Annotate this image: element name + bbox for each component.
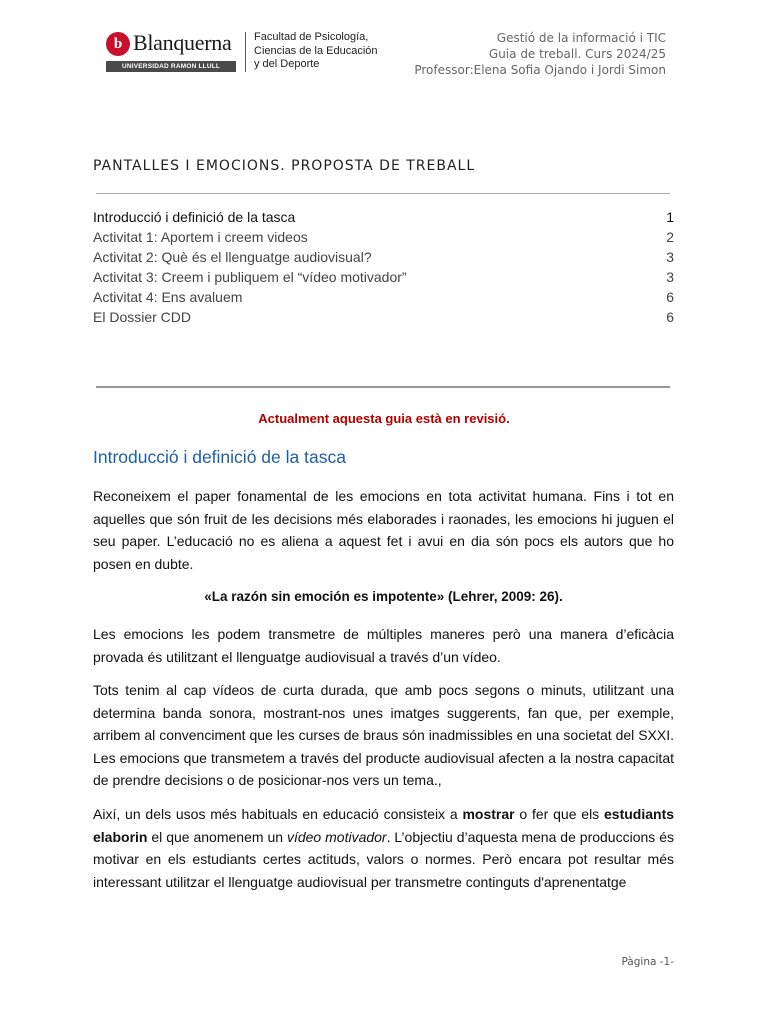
faculty-line: y del Deporte bbox=[254, 58, 320, 70]
faculty-line: Facultad de Psicología, bbox=[254, 31, 369, 43]
toc-entry[interactable] bbox=[93, 207, 674, 227]
toc-entry[interactable] bbox=[93, 267, 674, 287]
toc-entry-page: 2 bbox=[666, 229, 674, 245]
toc-entry-page: 1 bbox=[666, 209, 674, 225]
toc-entry[interactable] bbox=[93, 287, 674, 307]
bold-text: estudiants elaborin bbox=[93, 806, 675, 845]
faculty-line: Ciencias de la Educación bbox=[254, 44, 378, 57]
toc-entry[interactable] bbox=[93, 307, 674, 327]
page-number: Pàgina -1- bbox=[621, 956, 674, 968]
text-run: o fer que els bbox=[514, 806, 604, 822]
course-line: Gestió de la informació i TIC bbox=[496, 31, 666, 45]
toc-entry-label: Activitat 3: Creem i publiquem el “vídeo motivador” bbox=[93, 269, 407, 285]
toc-entry[interactable] bbox=[93, 227, 674, 247]
faculty-name bbox=[254, 31, 404, 72]
paragraph: Reconeixem el paper fonamental de les emocions en tota activitat humana. Fins i tot en aquelles que són fruit de les decisions més elaborades i raonades, les emocions hi juguen el seu paper. L’educació no es aliena a aquest fet i avui en dia són pocs els autors que ho posen en dubte. bbox=[93, 488, 674, 572]
paragraph: Les emocions les podem transmetre de múltiples maneres però una manera d’eficàcia provada és utilitzant el llenguatge audiovisual a través d’un vídeo. bbox=[93, 626, 674, 665]
toc-entry-page: 6 bbox=[666, 309, 674, 325]
section-heading: Introducció i definició de la tasca bbox=[93, 447, 346, 467]
paragraph: Tots tenim al cap vídeos de curta durada, que amb pocs segons o minuts, utilitzant una determina banda sonora, mostrant-nos unes imatges suggerents, fan que, per exemple, arribem al convenciment que les curses de braus són inadmissibles en una societat del SXXI. Les emocions que transmetem a través del producte audiovisual afecten a la nostra capacitat de prendre decisions o de posicionar-nos vers un tema., bbox=[93, 682, 674, 788]
toc-entry-label: Activitat 2: Què és el llenguatge audiovisual? bbox=[93, 249, 372, 265]
toc-entry-page: 6 bbox=[666, 289, 674, 305]
logo-subtitle: UNIVERSIDAD RAMON LLULL bbox=[106, 61, 236, 72]
toc-entry-page: 3 bbox=[666, 269, 674, 285]
toc-entry-page: 3 bbox=[666, 249, 674, 265]
table-of-contents bbox=[93, 207, 674, 327]
logo-mark-icon: b bbox=[106, 32, 130, 56]
toc-entry-label: Activitat 4: Ens avaluem bbox=[93, 289, 243, 305]
course-info bbox=[414, 30, 666, 78]
text-run: el que anomenem un bbox=[147, 828, 287, 845]
italic-text: vídeo motivador bbox=[286, 828, 387, 845]
text-run: Així, un dels usos més habituals en educació consisteix a bbox=[93, 806, 463, 822]
toc-entry[interactable] bbox=[93, 247, 674, 267]
logo-wordmark: Blanquerna bbox=[133, 30, 232, 55]
divider bbox=[96, 386, 670, 388]
revision-notice: Actualment aquesta guia està en revisió. bbox=[258, 411, 510, 426]
toc-entry-label: Activitat 1: Aportem i creem videos bbox=[93, 229, 308, 245]
document-title: PANTALLES I EMOCIONS. PROPOSTA DE TREBALL bbox=[93, 158, 476, 174]
paragraph bbox=[93, 803, 674, 893]
toc-entry-label: El Dossier CDD bbox=[93, 309, 192, 325]
toc-entry-label: Introducció i definició de la tasca bbox=[93, 209, 296, 225]
blanquerna-logo bbox=[106, 30, 246, 74]
logo-separator bbox=[245, 32, 246, 72]
quote: «La razón sin emoción es impotente» (Lehrer, 2009: 26). bbox=[204, 589, 563, 604]
course-line: Guia de treball. Curs 2024/25 bbox=[488, 47, 666, 61]
divider bbox=[96, 193, 670, 194]
text-run: . L’objectiu d’aquesta mena de produccions és motivar en els estudiants certes actituds, valors o normes. Però encara pot resultar més interessant utilitzar el llenguatge audiovisual per transmetre continguts d'aprenentatge bbox=[93, 828, 674, 890]
bold-text: mostrar bbox=[462, 806, 515, 822]
course-line: Professor:Elena Sofia Ojando i Jordi Simon bbox=[414, 63, 666, 77]
